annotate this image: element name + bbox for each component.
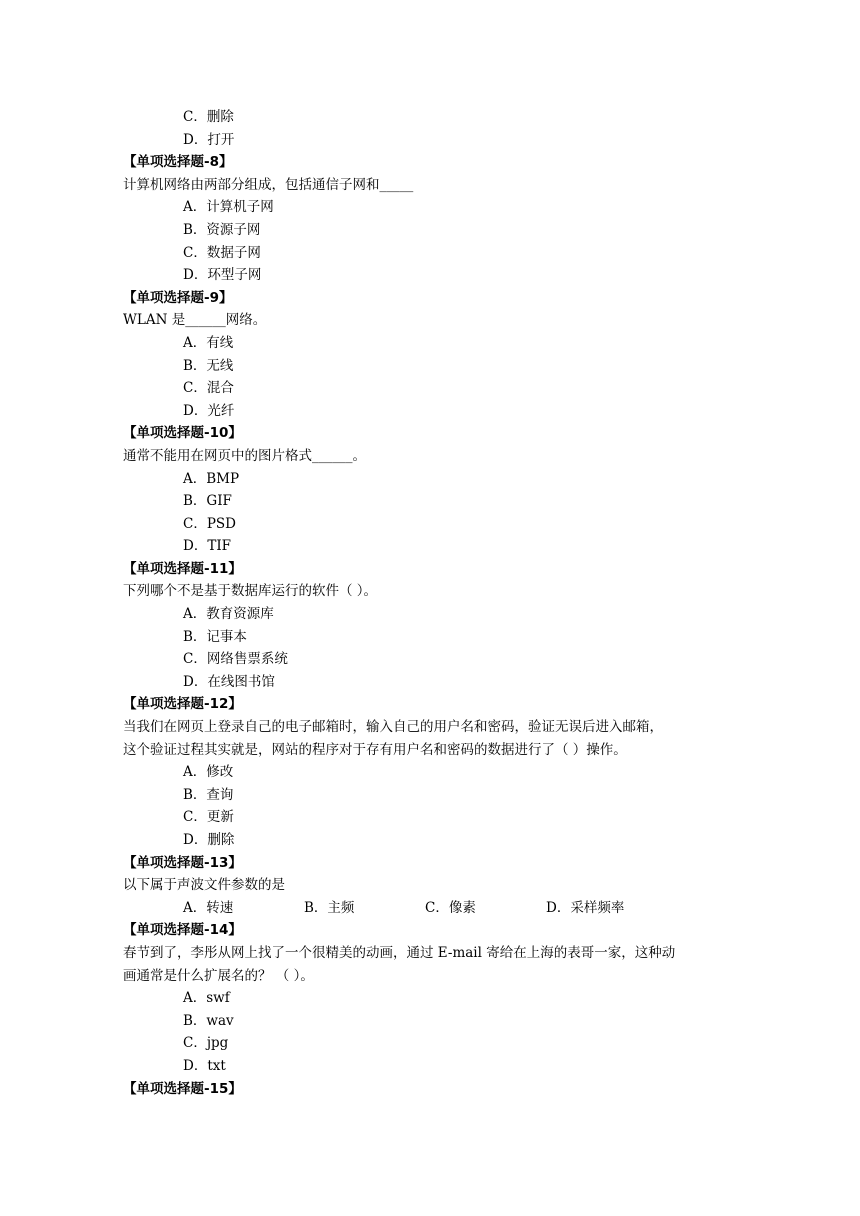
option-d: D．在线图书馆 [183, 673, 275, 690]
option-c: C．混合 [183, 380, 234, 397]
question-stem-line-1: 当我们在网页上登录自己的电子邮箱时，输入自己的用户名和密码，验证无误后进入邮箱， [123, 719, 663, 736]
inline-options [123, 897, 743, 920]
question-title-15: 【单项选择题-15】 [123, 1080, 242, 1097]
option-d: D．打开 [183, 131, 235, 148]
option-b: B．查询 [183, 786, 234, 803]
option-c: C．数据子网 [183, 244, 261, 261]
question-title-14: 【单项选择题-14】 [123, 922, 242, 939]
option-c: C．PSD [183, 515, 236, 532]
option-a: A．有线 [183, 334, 234, 351]
question-title-10: 【单项选择题-10】 [123, 425, 242, 442]
option-b: B．资源子网 [183, 221, 261, 238]
option-b: B．主频 [304, 899, 355, 916]
option-a: A．BMP [183, 470, 240, 487]
question-title-12: 【单项选择题-12】 [123, 696, 242, 713]
option-d: D．TIF [183, 538, 232, 555]
question-stem-line-2: 这个验证过程其实就是，网站的程序对于存有用户名和密码的数据进行了（ ）操作。 [123, 741, 627, 758]
option-a: A．修改 [183, 764, 234, 781]
question-title-9: 【单项选择题-9】 [123, 289, 233, 306]
option-a: A．教育资源库 [183, 606, 274, 623]
question-list [123, 106, 743, 1100]
option-b: B．记事本 [183, 628, 247, 645]
option-b: B．wav [183, 1012, 234, 1029]
question-stem-line-1: 春节到了，李彤从网上找了一个很精美的动画，通过 E-mail 寄给在上海的表哥一家，这种动 [123, 944, 676, 961]
question-title-13: 【单项选择题-13】 [123, 854, 242, 871]
option-a: A．转速 [183, 899, 234, 916]
option-d: D．光纤 [183, 402, 235, 419]
option-c: C．像素 [425, 899, 476, 916]
question-stem: 下列哪个不是基于数据库运行的软件（ ）。 [123, 583, 378, 600]
option-b: B．无线 [183, 357, 234, 374]
question-stem: 计算机网络由两部分组成，包括通信子网和_____ [123, 176, 414, 193]
question-stem: 通常不能用在网页中的图片格式______。 [123, 447, 366, 464]
option-d: D．采样频率 [546, 899, 625, 916]
option-a: A．swf [183, 990, 230, 1007]
option-c: C．jpg [183, 1035, 229, 1052]
option-c: C．删除 [183, 109, 234, 125]
option-b: B．GIF [183, 493, 232, 510]
question-title-8: 【单项选择题-8】 [123, 154, 233, 171]
option-d: D．删除 [183, 832, 235, 848]
option-d: D．txt [183, 1057, 226, 1074]
option-a: A．计算机子网 [183, 199, 274, 216]
question-title-11: 【单项选择题-11】 [123, 560, 242, 577]
option-c: C．网络售票系统 [183, 651, 288, 668]
option-d: D．环型子网 [183, 267, 262, 284]
question-stem-line-2: 画通常是什么扩展名的？ （ ）。 [123, 967, 314, 984]
question-stem: 以下属于声波文件参数的是 [123, 877, 285, 894]
question-stem: WLAN 是______网络。 [123, 312, 267, 329]
option-c: C．更新 [183, 809, 234, 826]
